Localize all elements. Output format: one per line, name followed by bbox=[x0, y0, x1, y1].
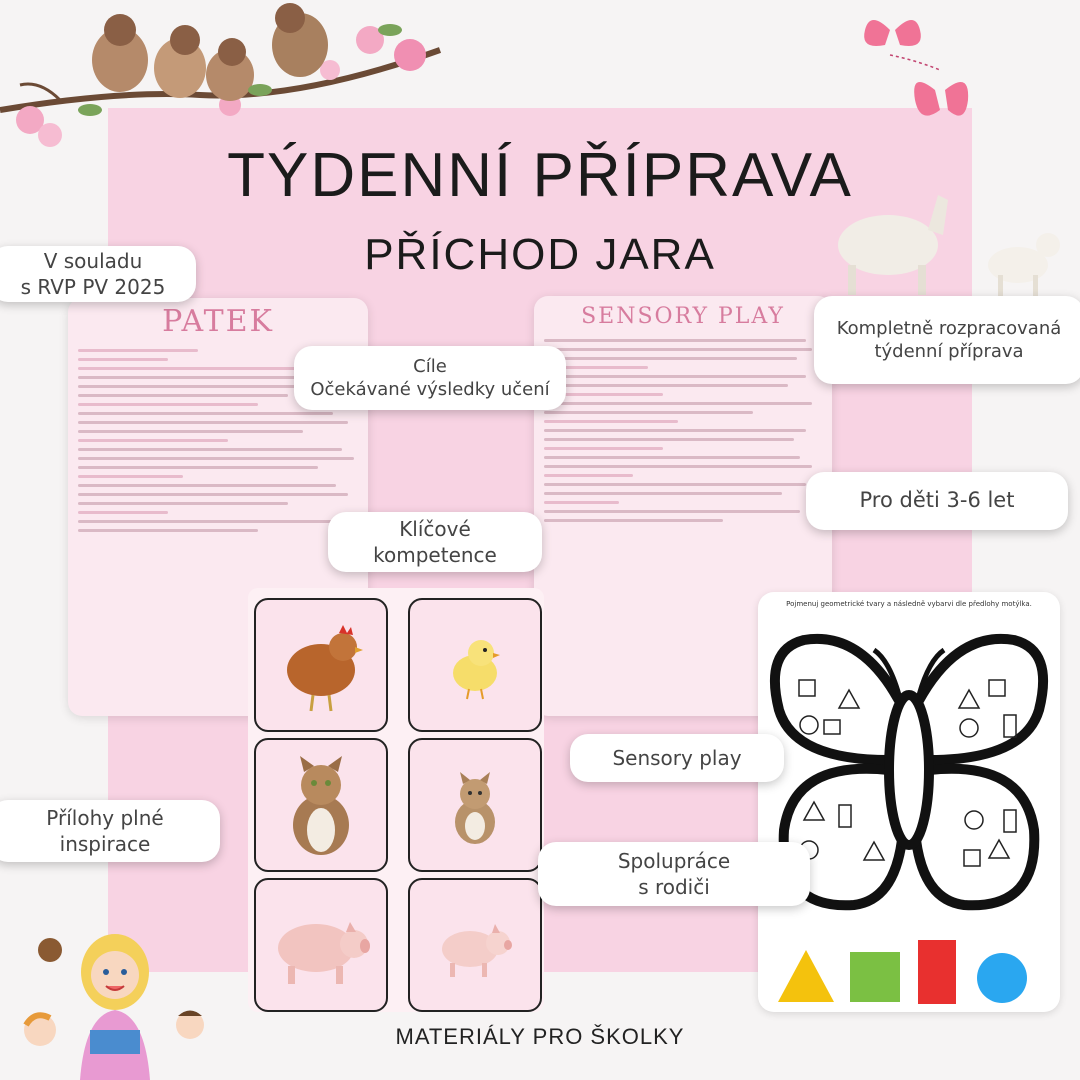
hen-icon bbox=[271, 615, 371, 715]
page-title: TÝDENNÍ PŘÍPRAVA bbox=[227, 141, 853, 210]
pig-icon bbox=[266, 900, 376, 990]
worksheet-instruction: Pojmenuj geometrické tvary a následně vybarvi dle předlohy motýlka. bbox=[786, 600, 1032, 608]
competences-line2: kompetence bbox=[373, 543, 497, 567]
complete-line1: Kompletně rozpracovaná bbox=[836, 317, 1062, 339]
butterfly-worksheet bbox=[758, 592, 1060, 1012]
goals-badge bbox=[294, 346, 566, 410]
page-subtitle: PŘÍCHOD JARA bbox=[364, 230, 716, 279]
footer-brand: MATERIÁLY PRO ŠKOLKY bbox=[395, 1024, 685, 1049]
card-pig bbox=[254, 878, 388, 1012]
green-square-icon bbox=[850, 952, 900, 1002]
parents-line2: s rodiči bbox=[638, 875, 710, 899]
parents-badge bbox=[538, 842, 810, 906]
complete-prep-badge bbox=[814, 296, 1080, 384]
goals-line1: Cíle bbox=[413, 355, 447, 377]
friday-heading: PATEK bbox=[162, 304, 274, 339]
card-cat bbox=[254, 738, 388, 872]
parents-line1: Spolupráce bbox=[617, 849, 731, 873]
rvp-line1: V souladu bbox=[43, 249, 143, 273]
attachments-line2: inspirace bbox=[59, 832, 151, 856]
complete-line2: týdenní příprava bbox=[874, 341, 1024, 362]
sensory-play-badge bbox=[570, 734, 784, 782]
animal-cards-sheet bbox=[248, 588, 544, 1012]
chick-icon bbox=[435, 625, 515, 705]
kitten-icon bbox=[435, 760, 515, 850]
teacher-illustration bbox=[20, 920, 210, 1080]
card-hen bbox=[254, 598, 388, 732]
cat-icon bbox=[271, 750, 371, 860]
card-chick bbox=[408, 598, 542, 732]
yellow-triangle-icon bbox=[778, 950, 834, 1002]
attachments-line1: Přílohy plné bbox=[46, 806, 164, 830]
card-piglet bbox=[408, 878, 542, 1012]
piglet-icon bbox=[430, 905, 520, 985]
age-badge bbox=[806, 472, 1068, 530]
rvp-line2: s RVP PV 2025 bbox=[20, 275, 166, 299]
blue-circle-icon bbox=[977, 953, 1027, 1003]
age-text: Pro děti 3-6 let bbox=[859, 488, 1015, 513]
attachments-badge bbox=[0, 800, 220, 862]
competences-line1: Klíčové bbox=[399, 517, 471, 541]
sensory-heading: SENSORY PLAY bbox=[581, 304, 785, 329]
sensory-text: Sensory play bbox=[612, 746, 742, 770]
rvp-badge bbox=[0, 246, 196, 302]
butterfly-icon bbox=[860, 10, 980, 140]
red-rectangle-icon bbox=[918, 940, 956, 1004]
card-kitten bbox=[408, 738, 542, 872]
competences-badge bbox=[328, 512, 542, 572]
goals-line2: Očekávané výsledky učení bbox=[310, 379, 550, 400]
color-legend bbox=[778, 940, 1040, 1010]
